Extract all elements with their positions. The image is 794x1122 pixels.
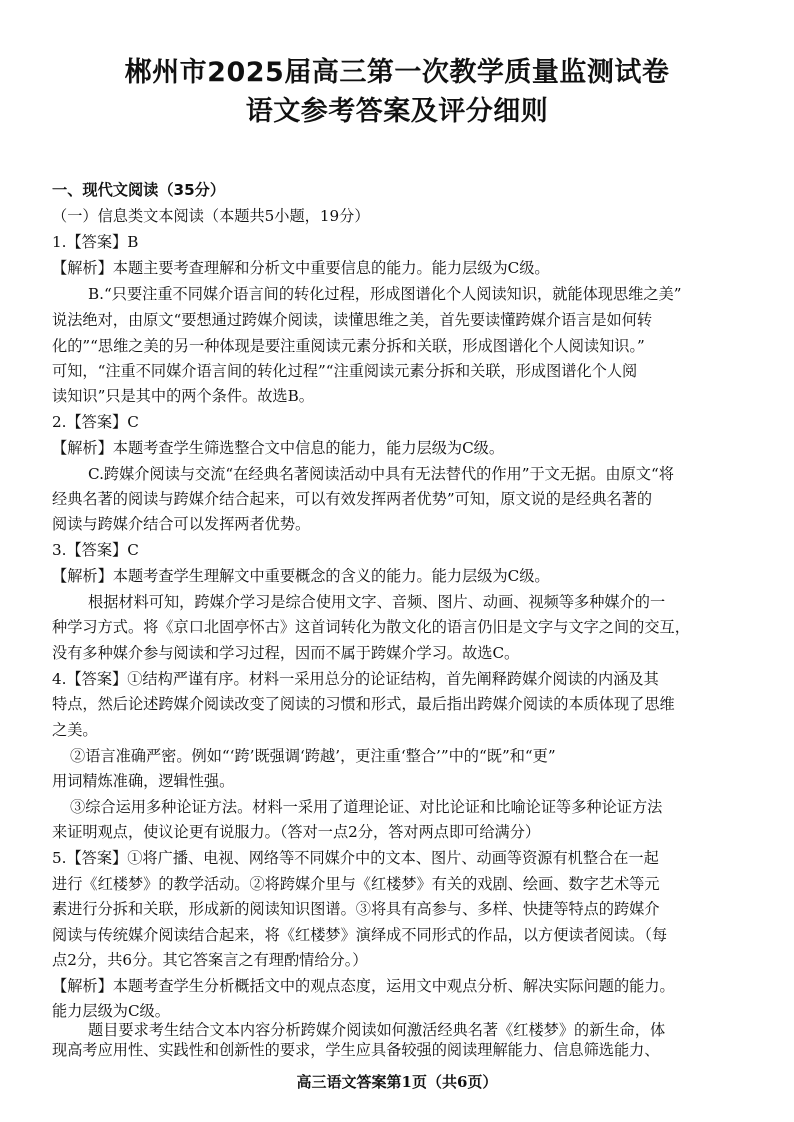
analysis-line: 【解析】本题考查学生理解文中重要概念的含义的能力。能力层级为C级。 [52, 567, 550, 585]
text-line: 没有多种媒介参与阅读和学习过程，因而不属于跨媒介学习。故选C。 [52, 644, 520, 662]
analysis-line: 【解析】本题考查学生分析概括文中的观点态度，运用文中观点分析、解决实际问题的能力。 [52, 977, 675, 995]
text-line: 素进行分拆和关联，形成新的阅读知识图谱。③将具有高参与、多样、快捷等特点的跨媒介 [52, 900, 660, 918]
text-line: B.“只要注重不同媒介语言间的转化过程，形成图谱化个人阅读知识，就能体现思维之美” [88, 285, 682, 303]
text-line: 可知，“注重不同媒介语言间的转化过程”“注重阅读元素分拆和关联，形成图谱化个人阅 [52, 362, 638, 380]
text-line: 阅读与传统媒介阅读结合起来，将《红楼梦》演绎成不同形式的作品，以方便读者阅读。（每 [52, 926, 668, 944]
answer-line: 1.【答案】B [52, 233, 139, 251]
text-line: 阅读与跨媒介结合可以发挥两者优势。 [52, 515, 311, 533]
answer-line: 2.【答案】C [52, 413, 139, 431]
text-line: ③综合运用多种论证方法。材料一采用了道理论证、对比论证和比喻论证等多种论证方法 [70, 798, 663, 816]
text-line: 说法绝对，由原文“要想通过跨媒介阅读，读懂思维之美，首先要读懂跨媒介语言是如何转 [52, 311, 653, 329]
text-line: 之美。 [52, 721, 98, 739]
text-line: 经典名著的阅读与跨媒介结合起来，可以有效发挥两者优势”可知，原文说的是经典名著的 [52, 490, 653, 508]
text-line: 种学习方式。将《京口北固亭怀古》这首词转化为散文化的语言仍旧是文字与文字之间的交互， [52, 618, 690, 636]
text-line: 来证明观点，使议论更有说服力。（答对一点2分，答对两点即可给满分） [52, 823, 541, 841]
text-line: 能力层级为C级。 [52, 1002, 170, 1020]
document-subtitle: 语文参考答案及评分细则 [245, 96, 549, 127]
text-line: 用词精炼准确，逻辑性强。 [52, 772, 235, 790]
text-line: 化的”“思维之美的另一种体现是要注重阅读元素分拆和关联，形成图谱化个人阅读知识。” [52, 337, 645, 355]
text-line: ②语言准确严密。例如“‘跨’既强调‘跨越’，更注重‘整合’”中的“既”和“更” [70, 747, 556, 765]
section-heading: 一、现代文阅读（35分） [52, 181, 226, 199]
text-line: 现高考应用性、实践性和创新性的要求，学生应具备较强的阅读理解能力、信息筛选能力、 [52, 1041, 660, 1059]
page-footer: 高三语文答案第1页（共6页） [296, 1073, 498, 1091]
text-line: C.跨媒介阅读与交流“在经典名著阅读活动中具有无法替代的作用”于文无据。由原文“将 [88, 465, 674, 483]
subsection-heading: （一）信息类文本阅读（本题共5小题，19分） [52, 207, 370, 225]
text-line: 根据材料可知，跨媒介学习是综合使用文字、音频、图片、动画、视频等多种媒介的一 [88, 593, 666, 611]
analysis-line: 【解析】本题主要考查理解和分析文中重要信息的能力。能力层级为C级。 [52, 259, 550, 277]
text-line: 特点，然后论述跨媒介阅读改变了阅读的习惯和形式，最后指出跨媒介阅读的本质体现了思维 [52, 695, 675, 713]
text-line: 点2分，共6分。其它答案言之有理酌情给分。） [52, 951, 368, 969]
document-title: 郴州市2025届高三第一次教学质量监测试卷 [124, 57, 670, 88]
answer-line: 5.【答案】①将广播、电视、网络等不同媒介中的文本、图片、动画等资源有机整合在一起 [52, 849, 659, 867]
analysis-line: 【解析】本题考查学生筛选整合文中信息的能力，能力层级为C级。 [52, 439, 505, 457]
text-line: 读知识”只是其中的两个条件。故选B。 [52, 387, 314, 405]
answer-line: 3.【答案】C [52, 541, 139, 559]
text-line: 进行《红楼梦》的教学活动。②将跨媒介里与《红楼梦》有关的戏剧、绘画、数字艺术等元 [52, 875, 660, 893]
text-line: 题目要求考生结合文本内容分析跨媒介阅读如何激活经典名著《红楼梦》的新生命，体 [88, 1021, 666, 1039]
answer-line: 4.【答案】①结构严谨有序。材料一采用总分的论证结构，首先阐释跨媒介阅读的内涵及其 [52, 670, 659, 688]
